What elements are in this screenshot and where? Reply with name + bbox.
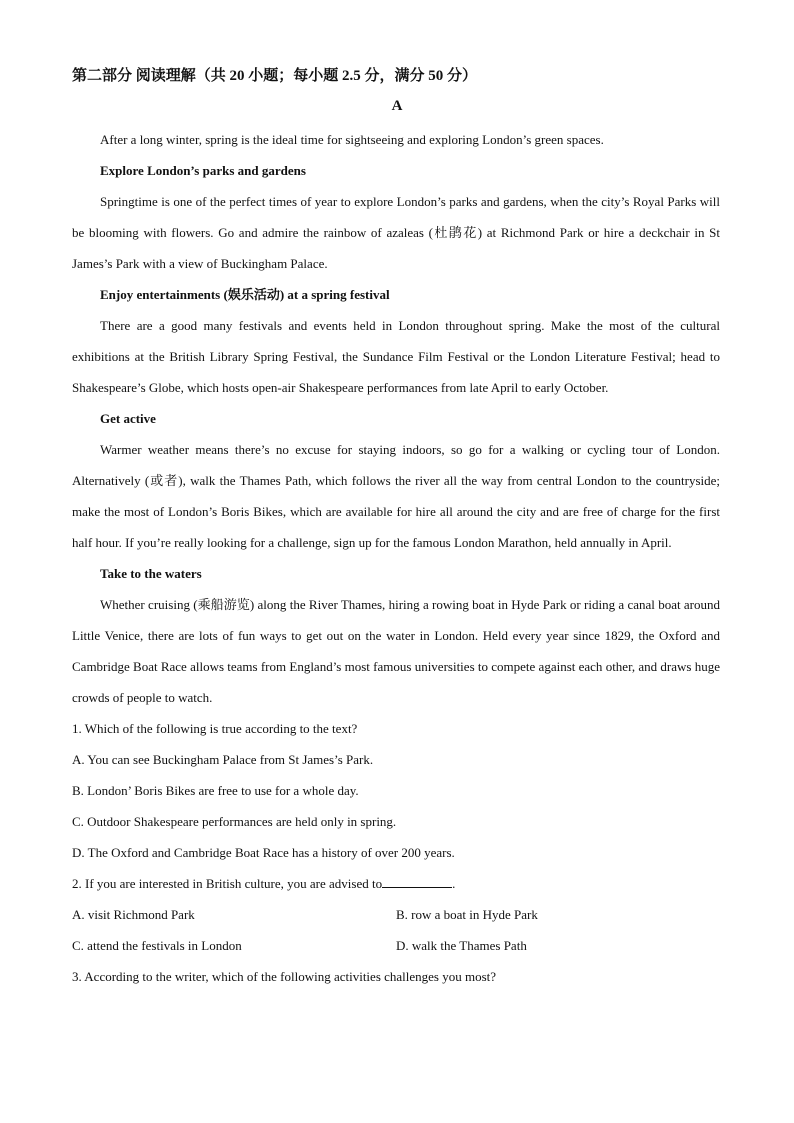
paragraph-parks: Springtime is one of the perfect times of year to explore London’s parks and gardens, when the city’s Royal Parks will be blooming with flowers. Go and admire the rainbow of azaleas (杜鹃花) at Richmond Park or hire a deckchair in St James’s Park with a view of Buckingham Palace.: [72, 194, 720, 271]
passage-letter: A: [391, 98, 403, 114]
question-1-option-a: A. You can see Buckingham Palace from St James’s Park.: [72, 752, 374, 767]
question-2-option-b: B. row a boat in Hyde Park: [396, 907, 538, 922]
paragraph-festival: There are a good many festivals and events held in London throughout spring. Make the most of the cultural exhibitions at the British Library Spring Festival, the Sundance Film Festival or the London Literature Festival; head to Shakespeare’s Globe, which hosts open-air Shakespeare performances from late April to early October.: [72, 318, 720, 395]
question-3-stem: 3. According to the writer, which of the following activities challenges you most?: [72, 969, 497, 984]
question-2-stem-end: .: [452, 876, 456, 891]
question-1-stem: 1. Which of the following is true according to the text?: [72, 721, 358, 736]
question-1-option-c: C. Outdoor Shakespeare performances are held only in spring.: [72, 814, 397, 829]
question-2-options-row-1: [72, 899, 720, 930]
passage-intro: After a long winter, spring is the ideal time for sightseeing and exploring London’s green spaces.: [100, 132, 604, 147]
question-2-option-c: C. attend the festivals in London: [72, 938, 242, 953]
paragraph-waters: Whether cruising (乘船游览) along the River Thames, hiring a rowing boat in Hyde Park or riding a canal boat around Little Venice, there are lots of fun ways to get out on the water in London. Held every year since 1829, the Oxford and Cambridge Boat Race allows teams from England’s most famous universities to compete against each other, and draws huge crowds of people to watch.: [72, 597, 720, 705]
paragraph-get-active: Warmer weather means there’s no excuse for staying indoors, so go for a walking or cycling tour of London. Alternatively (或者), walk the Thames Path, which follows the river all the way from central London to the countryside; make the most of London’s Boris Bikes, which are available for hire all around the city and are free of charge for the first half hour. If you’re really looking for a challenge, sign up for the famous London Marathon, held annually in April.: [72, 442, 720, 550]
question-1-option-d: D. The Oxford and Cambridge Boat Race has a history of over 200 years.: [72, 845, 455, 860]
question-2-option-d: D. walk the Thames Path: [396, 938, 527, 953]
subheading-parks: Explore London’s parks and gardens: [100, 163, 306, 178]
passage-content: [72, 124, 720, 992]
question-2-stem: [72, 868, 720, 899]
question-2-options-row-2: [72, 930, 720, 961]
answer-blank: [382, 873, 452, 888]
question-2-stem-text: 2. If you are interested in British culture, you are advised to: [72, 876, 383, 891]
question-1-option-b: B. London’ Boris Bikes are free to use for a whole day.: [72, 783, 359, 798]
question-2-option-a: A. visit Richmond Park: [72, 907, 195, 922]
subheading-get-active: Get active: [100, 411, 156, 426]
subheading-waters: Take to the waters: [100, 566, 202, 581]
section-title: 第二部分 阅读理解（共 20 小题；每小题 2.5 分，满分 50 分）: [72, 68, 478, 84]
subheading-festival: Enjoy entertainments (娱乐活动) at a spring festival: [100, 287, 390, 302]
